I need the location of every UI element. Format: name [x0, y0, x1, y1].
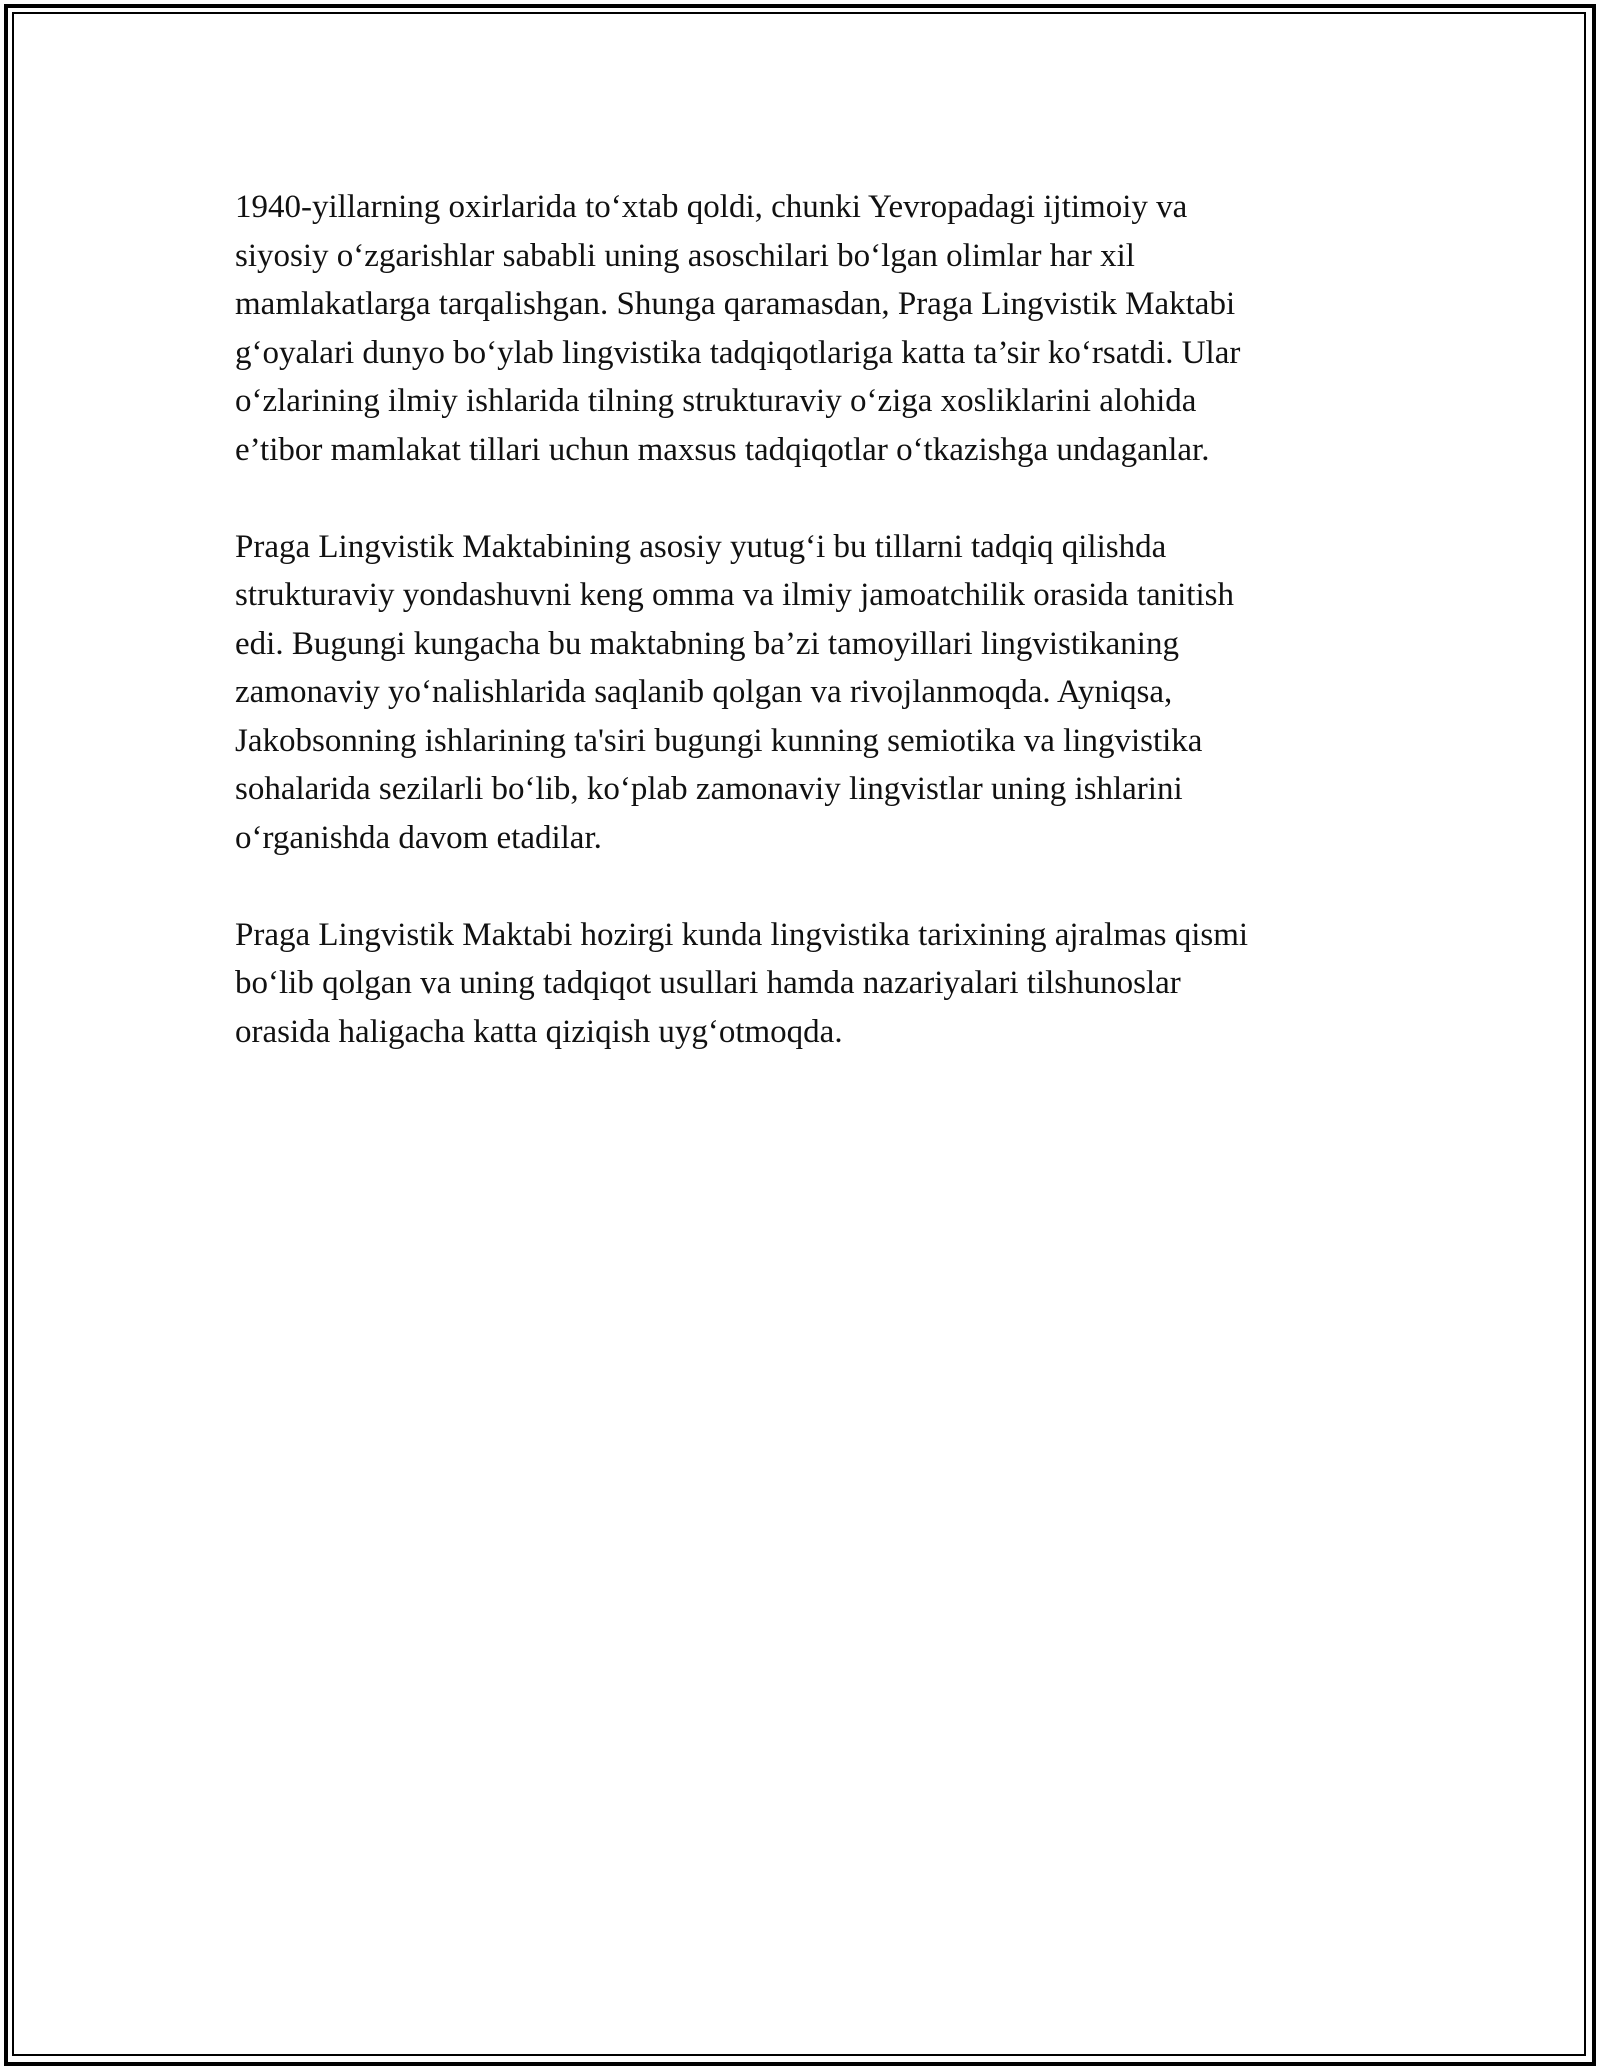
paragraph-3: Praga Lingvistik Maktabi hozirgi kunda lingvistika tarixining ajralmas qismi bo‘lib qolgan va uning tadqiqot usullari hamda nazariyalari tilshunoslar orasida haligacha katta qiziqish uyg‘otmoqda.: [235, 916, 1249, 1050]
paragraph-1: 1940-yillarning oxirlarida to‘xtab qoldi, chunki Yevropadagi ijtimoiy va siyosiy o‘zgarishlar sababli uning asoschilari bo‘lgan olimlar har xil mamlakatlarga tarqalishgan. Shunga qaramasdan, Praga Lingvistik Maktabi g‘oyalari dunyo bo‘ylab lingvistika tadqiqotlariga katta ta’sir ko‘rsatdi. Ular o‘zlarining ilmiy ishlarida tilning strukturaviy o‘ziga xosliklarini alohida e’tibor mamlakat tillari uchun maxsus tadqiqotlar o‘tkazishga undaganlar.: [235, 189, 1241, 468]
document-body: [235, 183, 1375, 1105]
paragraph-2: Praga Lingvistik Maktabining asosiy yutug‘i bu tillarni tadqiq qilishda strukturaviy yondashuvni keng omma va ilmiy jamoatchilik orasida tanitish edi. Bugungi kungacha bu maktabning ba’zi tamoyillari lingvistikaning zamonaviy yo‘nalishlarida saqlanib qolgan va rivojlanmoqda. Ayniqsa, Jakobsonning ishlarining ta'siri bugungi kunning semiotika va lingvistika sohalarida sezilarli bo‘lib, ko‘plab zamonaviy lingvistlar uning ishlarini o‘rganishda davom etadilar.: [235, 528, 1234, 856]
